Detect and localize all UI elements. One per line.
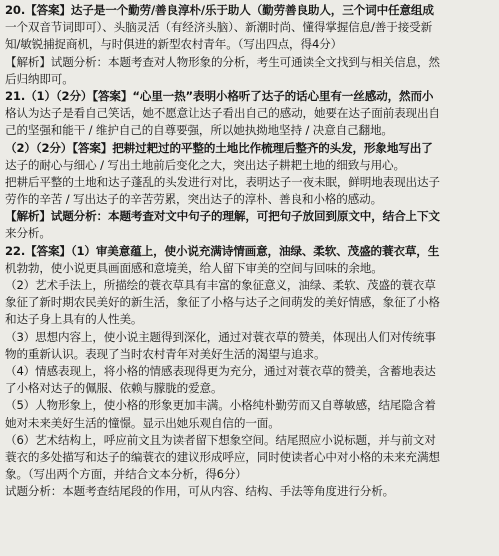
text-line: 【解析】试题分析：本题考查对文中句子的理解，可把句子放回到原文中，结合上下文 (5, 209, 440, 224)
text-line: 她对未来美好生活的憧憬。显示出她乐观自信的一面。 (5, 415, 280, 430)
text-line: 己的坚强和能干 / 维护自己的自尊要强，所以她执拗地坚持 / 决意自己翻地。 (5, 123, 393, 138)
text-line: 【解析】试题分析：本题考查对人物形象的分析，考生可通读全文找到与相关信息，然 (5, 54, 440, 69)
text-line: 劳作的辛苦 / 写出达子的辛苦劳累，突出达子的淳朴、善良和小格的感动。 (5, 192, 383, 207)
text-line: 蓑衣的多处描写和达子的编蓑衣的建议形成呼应，同时使读者心中对小格的未来充满想 (5, 449, 440, 464)
text-line: 知/敏锐捕捉商机，与时俱进的新型农村青年。（写出四点，得4分） (5, 37, 343, 52)
text-line: （4）情感表现上，将小格的情感表现得更为充分，通过对蓑衣草的赞美，含蓄地表达 (5, 363, 436, 378)
text-line: 试题分析：本题考查结尾段的作用，可从内容、结构、手法等角度进行分析。 (5, 484, 395, 499)
text-line: 21.（1）（2分）【答案】“心里一热”表明小格听了达子的话心里有一丝感动，然而小 (5, 88, 434, 103)
text-line: （2）艺术手法上，所描绘的蓑衣草具有丰富的象征意义，油绿、柔软、茂盛的蓑衣草 (5, 278, 436, 292)
text-line: 一个双音节词即可）、头脑灵活（有经济头脑）、新潮时尚、懂得掌握信息/善于接受新 (5, 20, 433, 35)
text-line: 象征了新时期农民美好的新生活，象征了小格与达子之间萌发的美好情感，象征了小格 (5, 295, 440, 310)
text-line: （6）艺术结构上，呼应前文且为读者留下想象空间。结尾照应小说标题，并与前文对 (5, 432, 436, 447)
text-line: 达子的耐心与细心 / 写出土地前后变化之大，突出达子耕耙土地的细致与用心。 (5, 157, 405, 172)
text-line: 22.【答案】（1）审美意蕴上，使小说充满诗情画意，油绿、柔软、茂盛的蓑衣草，生 (5, 243, 440, 258)
text-line: 把耕后平整的土地和达子蓬乱的头发进行对比，表明达子一夜未眠，鲜明地表现出达子 (5, 174, 440, 189)
text-line: 和达子身上具有的人性美。 (5, 312, 143, 327)
text-line: 后归纳即可。 (5, 71, 74, 86)
text-line: （5）人物形象上，使小格的形象更加丰满。小格纯朴勤劳而又自尊敏感，结尾隐含着 (5, 398, 436, 413)
text-line: 20.【答案】达子是一个勤劳/善良淳朴/乐于助人（勤劳善良助人，三个词中任意组成 (5, 3, 434, 17)
text-line: 机勃勃，使小说更具画面感和意境美，给人留下审美的空间与回味的余地。 (5, 260, 383, 275)
text-line: （3）思想内容上，使小说主题得到深化，通过对蓑衣草的赞美，体现出人们对传统事 (5, 329, 436, 344)
text-line: （2）（2分）【答案】把耕过耙过的平整的土地比作梳理后整齐的头发，形象地写出了 (5, 140, 433, 155)
text-line: 物的重新认识。表现了当时农村青年对美好生活的渴望与追求。 (5, 346, 326, 361)
text-line: 象。（写出两个方面，并结合文本分析，得6分） (5, 467, 247, 482)
text-line: 来分析。 (5, 226, 51, 241)
text-line: 格认为达子是看自己笑话，她不愿意让达子看出自己的感动，她要在达子面前表现出自 (5, 106, 440, 121)
text-line: 了小格对达子的佩服、依赖与朦胧的爱意。 (5, 381, 223, 396)
